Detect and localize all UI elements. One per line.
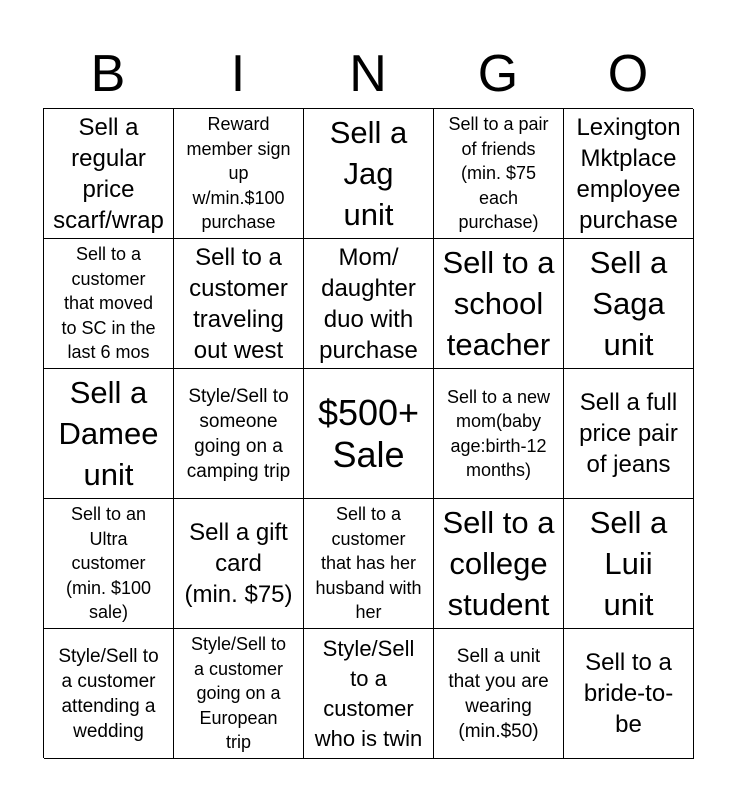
cell-text: Sell to a college student (442, 505, 555, 622)
cell-text: Sell to a customer that moved to SC in the last 6 mos (61, 244, 156, 363)
cell-text: Sell a gift card (min. $75) (184, 519, 293, 608)
bingo-cell[interactable] (44, 499, 174, 629)
cell-text: Sell to a customer traveling out west (189, 243, 288, 364)
bingo-cell[interactable] (174, 109, 304, 239)
cell-text: Sell to a new mom(baby age:birth-12 months) (446, 386, 551, 480)
header-letter-i: I (230, 45, 246, 103)
bingo-cell[interactable] (174, 369, 304, 499)
bingo-cell[interactable] (174, 629, 304, 759)
cell-text: Reward member sign up w/min.$100 purchase (186, 114, 291, 233)
cell-text: Sell a Jag unit (329, 115, 408, 232)
cell-text: Sell to a school teacher (442, 245, 555, 362)
bingo-cell[interactable] (564, 629, 694, 759)
cell-text: Style/Sell to a customer going on a European trip (190, 634, 287, 753)
cell-text: Sell to a pair of friends (min. $75 each purchase) (448, 114, 549, 233)
bingo-cell[interactable] (304, 629, 434, 759)
bingo-cell[interactable] (564, 369, 694, 499)
cell-text: Sell a regular price scarf/wrap (53, 113, 164, 234)
bingo-header (43, 40, 693, 108)
bingo-cell[interactable] (44, 239, 174, 369)
cell-text: Sell to an Ultra customer (min. $100 sale) (65, 504, 152, 623)
header-letter-n: N (349, 45, 387, 103)
bingo-cell[interactable] (304, 499, 434, 629)
bingo-cell[interactable] (174, 239, 304, 369)
bingo-cell[interactable] (564, 239, 694, 369)
bingo-cell[interactable] (564, 109, 694, 239)
cell-text: Sell a Luii unit (589, 505, 668, 622)
bingo-cell[interactable] (434, 369, 564, 499)
cell-text: Sell a Damee unit (58, 375, 159, 492)
bingo-cell[interactable] (44, 369, 174, 499)
bingo-cell[interactable] (434, 629, 564, 759)
cell-text: $500+ Sale (317, 391, 420, 475)
bingo-cell[interactable] (434, 109, 564, 239)
bingo-cell[interactable] (304, 239, 434, 369)
bingo-cell[interactable] (44, 109, 174, 239)
bingo-cell[interactable] (564, 499, 694, 629)
cell-text: Sell to a bride-to- be (583, 649, 674, 738)
bingo-cell[interactable] (434, 239, 564, 369)
bingo-cell[interactable] (434, 499, 564, 629)
header-letter-b: B (90, 45, 126, 103)
cell-text: Mom/ daughter duo with purchase (319, 243, 418, 364)
cell-text: Sell a full price pair of jeans (579, 389, 678, 478)
cell-text: Sell a Saga unit (589, 245, 668, 362)
bingo-cell[interactable] (44, 629, 174, 759)
cell-text: Sell to a customer that has her husband with her (315, 504, 422, 623)
bingo-cell-center[interactable] (304, 369, 434, 499)
header-letter-o: O (607, 45, 649, 103)
cell-text: Style/Sell to someone going on a camping trip (186, 385, 291, 482)
bingo-board (43, 108, 693, 758)
cell-text: Lexington Mktplace employee purchase (576, 113, 681, 234)
cell-text: Style/Sell to a customer who is twin (314, 635, 423, 751)
bingo-cell[interactable] (174, 499, 304, 629)
cell-text: Sell a unit that you are wearing (min.$50) (448, 645, 549, 742)
cell-text: Style/Sell to a customer attending a wedding (58, 645, 159, 742)
header-letter-g: G (477, 45, 519, 103)
bingo-cell[interactable] (304, 109, 434, 239)
